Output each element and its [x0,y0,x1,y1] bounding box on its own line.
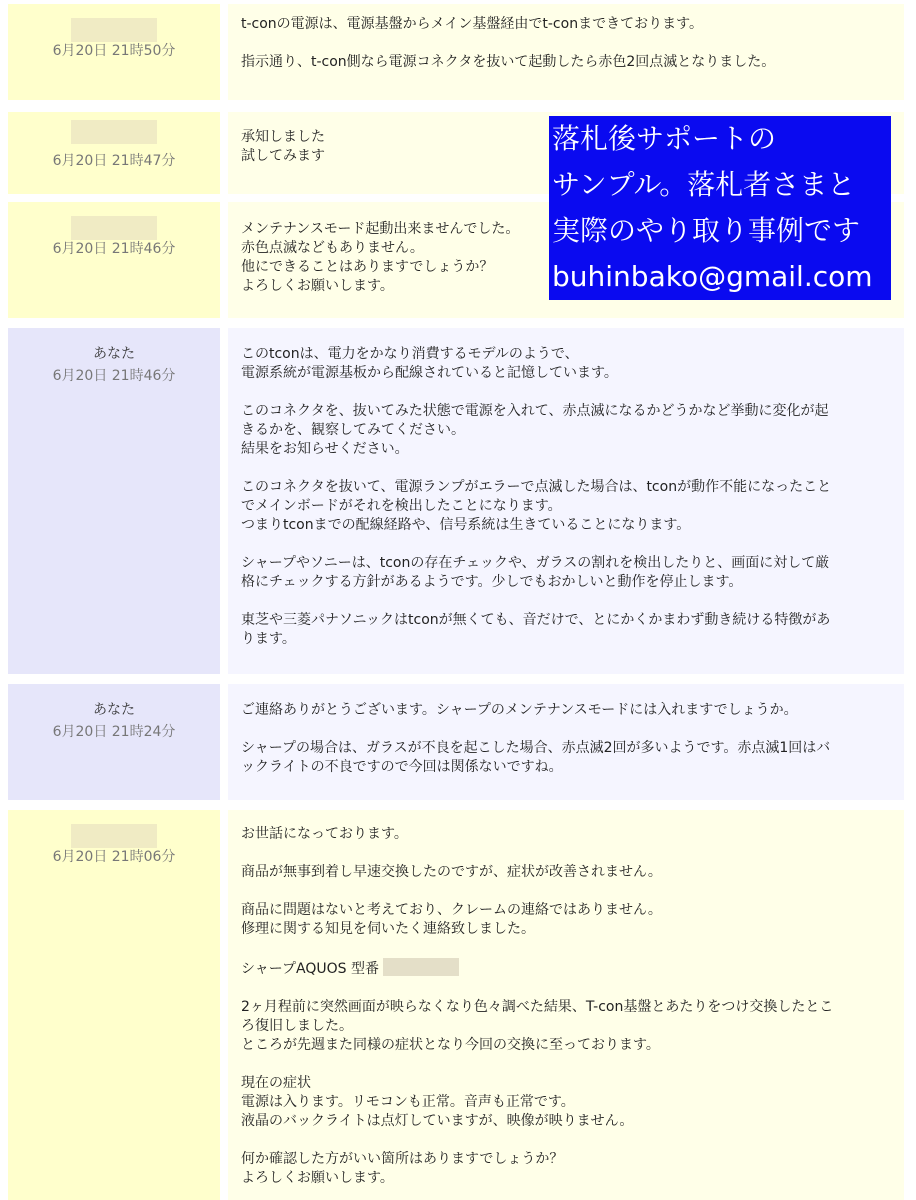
message [8,684,904,800]
message-paragraph: このtconは、電力をかなり消費するモデルのようで、 電源系統が電源基板から配線されていると記憶しています。 [241,346,618,381]
message-paragraph: 2ヶ月程前に突然画面が映らなくなり色々調べた結果、T-con基盤とあたりをつけ交換したとこ ろ復旧しました。 ところが先週また同様の症状となり今回の交換に至っております。 [241,999,834,1053]
sender-name-redacted [8,216,220,238]
message-paragraph: メンテナンスモード起動出来ませんでした。 赤色点滅などもありません。 他にできることはありますでしょうか？ よろしくお願いします。 [241,221,520,294]
message-paragraph: 商品が無事到着し早速交換したのですが、症状が改善されません。 [241,864,662,880]
message-paragraph: 商品に問題はないと考えており、クレームの連絡ではありません。 修理に関する知見を伺いたく連絡致しました。 [241,902,662,937]
message-time: 6月20日 21時24分 [52,724,176,740]
banner-email: buhinbako@gmail.com [552,260,873,293]
message-paragraph: シャープの場合は、ガラスが不良を起こした場合、赤点滅2回が多いようです。赤点滅1回はバ ックライトの不良ですので今回は関係ないですね。 [241,740,831,775]
message-paragraph: 何か確認した方がいい箇所はありますでしょうか？ よろしくお願いします。 [241,1151,564,1186]
message-paragraph: お世話になっております。 [241,826,408,842]
sender-name: あなた [93,346,135,362]
message-time: 6月20日 21時47分 [52,153,176,169]
message-body [228,328,904,674]
sender-name-redacted [8,18,220,40]
model-number-line [241,958,894,979]
message-paragraph: 承知しました 試してみます [241,129,325,164]
message-meta [8,202,220,318]
message-time: 6月20日 21時46分 [52,241,176,257]
sender-name-redacted [8,824,220,846]
message-paragraph: 現在の症状 電源は入ります。リモコンも正常。音声も正常です。 液晶のバックライトは点灯していますが、映像が映りません。 [241,1075,634,1129]
message-meta [8,684,220,800]
message-time: 6月20日 21時50分 [52,43,176,59]
message [8,810,904,1200]
message-body [228,684,904,800]
message-meta [8,112,220,194]
model-number-redacted [383,958,459,976]
message-time: 6月20日 21時06分 [52,849,176,865]
banner-line: 実際のやり取り事例です [552,214,861,247]
message-paragraph: ご連絡ありがとうございます。シャープのメンテナンスモードには入れますでしょうか。 [241,702,798,718]
message-meta [8,4,220,100]
banner-line: 落札後サポートの [552,122,777,155]
message-paragraph: このコネクタを抜いて、電源ランプがエラーで点滅した場合は、tconが動作不能になったこと でメインボードがそれを検出したことになります。 つまりtconまでの配線経路や、信号系統は生きていることになります。 [241,479,832,533]
sender-name: あなた [93,702,135,718]
message-meta [8,328,220,674]
message-meta [8,810,220,1200]
message-paragraph: 東芝や三菱パナソニックはtconが無くても、音だけで、とにかくかまわず動き続ける特徴があ ります。 [241,612,831,647]
banner-line: サンプル。落札者さまと [552,168,856,201]
message-paragraph: t-conの電源は、電源基盤からメイン基盤経由でt-conまできております。 [241,16,703,32]
message-paragraph: 指示通り、t-con側なら電源コネクタを抜いて起動したら赤色2回点滅となりました。 [241,54,776,70]
sender-name-redacted [8,120,220,142]
message-paragraph: シャープやソニーは、tconの存在チェックや、ガラスの割れを検出したりと、画面に対して厳 格にチェックする方針があるようです。少しでもおかしいと動作を停止します。 [241,555,830,590]
message-body [228,4,904,100]
message [8,328,904,674]
message [8,4,904,100]
model-label: シャープAQUOS 型番 [241,961,379,977]
message-paragraph: このコネクタを、抜いてみた状態で電源を入れて、赤点滅になるかどうかなど挙動に変化が起 きるかを、観察してみてください。 結果をお知らせください。 [241,403,829,457]
support-sample-banner [549,116,891,300]
message-time: 6月20日 21時46分 [52,368,176,384]
message-body [228,810,904,1200]
